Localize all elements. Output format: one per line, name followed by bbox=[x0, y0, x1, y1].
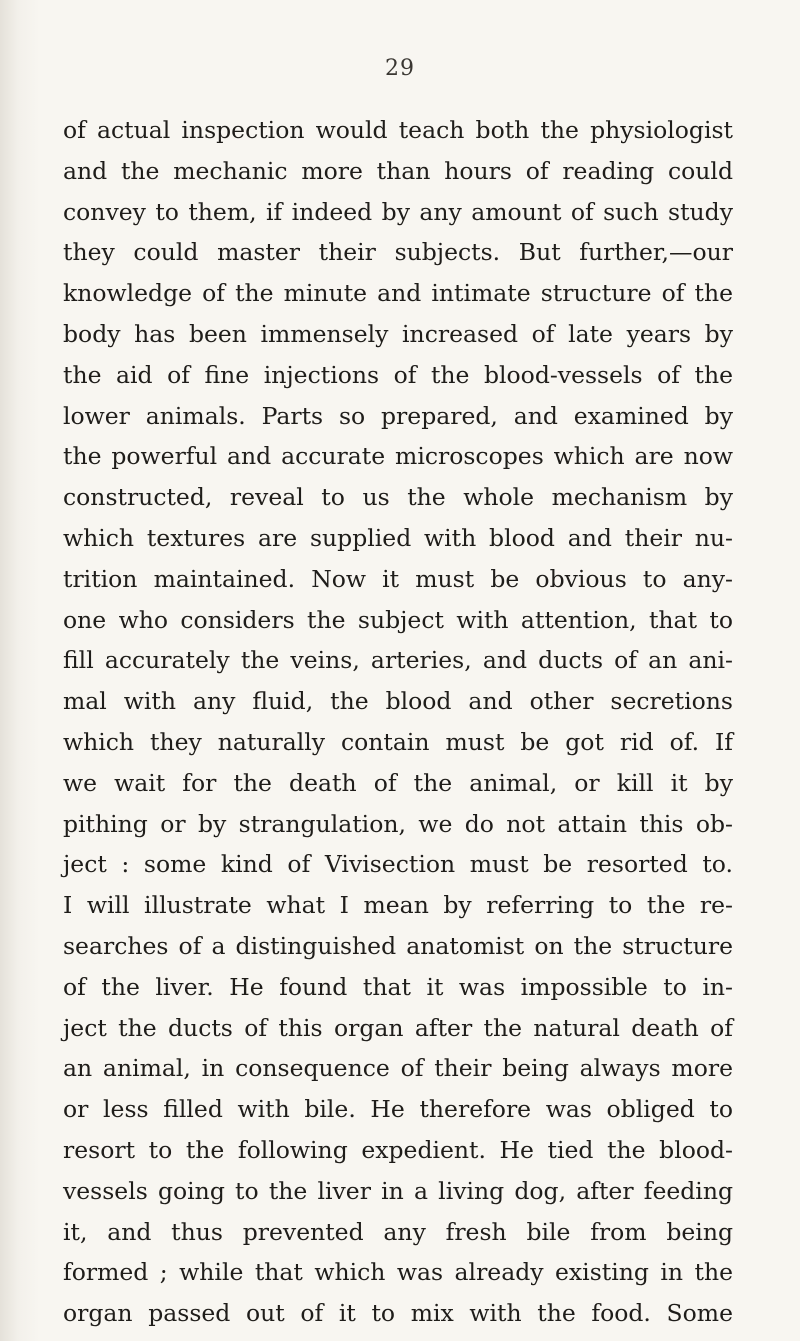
text-line: convey to them, if indeed by any amount of such study bbox=[63, 197, 733, 226]
text-line: which textures are supplied with blood and their nu- bbox=[63, 523, 733, 552]
text-line: resort to the following expedient. He tied the blood- bbox=[63, 1135, 733, 1164]
text-line: which they naturally contain must be got rid of. If bbox=[63, 727, 733, 756]
text-line: formed ; while that which was already existing in the bbox=[63, 1258, 733, 1287]
text-line: an animal, in consequence of their being always more bbox=[63, 1054, 733, 1083]
text-line: ject the ducts of this organ after the natural death of bbox=[63, 1013, 733, 1042]
text-line: of the liver. He found that it was impossible to in- bbox=[63, 972, 733, 1001]
text-line: fill accurately the veins, arteries, and ducts of an ani- bbox=[63, 646, 733, 675]
text-line: lower animals. Parts so prepared, and examined by bbox=[63, 401, 733, 430]
text-line: mal with any fluid, the blood and other secretions bbox=[63, 687, 733, 716]
text-line: of actual inspection would teach both the physiologist bbox=[63, 116, 733, 144]
text-line: pithing or by strangulation, we do not attain this ob- bbox=[63, 809, 733, 838]
text-line: searches of a distinguished anatomist on the structure bbox=[63, 931, 733, 960]
text-line: it, and thus prevented any fresh bile from being bbox=[63, 1217, 733, 1246]
text-line: knowledge of the minute and intimate structure of the bbox=[63, 279, 733, 308]
text-line: and the mechanic more than hours of reading could bbox=[63, 156, 733, 185]
text-line: the aid of fine injections of the blood-vessels of the bbox=[63, 360, 733, 389]
text-line: constructed, reveal to us the whole mechanism by bbox=[63, 483, 733, 512]
text-line: one who considers the subject with attention, that to bbox=[63, 605, 733, 634]
text-line: they could master their subjects. But further,—our bbox=[63, 238, 733, 267]
text-line: organ passed out of it to mix with the food. Some bbox=[63, 1299, 733, 1328]
text-line: I will illustrate what I mean by referring to the re- bbox=[63, 891, 733, 920]
text-line: vessels going to the liver in a living dog, after feeding bbox=[63, 1176, 733, 1205]
page-number: 29 bbox=[385, 56, 415, 81]
text-line: ject : some kind of Vivisection must be resorted to. bbox=[63, 850, 733, 879]
text-line: trition maintained. Now it must be obvious to any- bbox=[63, 564, 733, 593]
text-line: body has been immensely increased of late years by bbox=[63, 319, 733, 348]
text-line: the powerful and accurate microscopes which are now bbox=[63, 442, 733, 471]
text-line: we wait for the death of the animal, or kill it by bbox=[63, 768, 733, 797]
text-line: or less filled with bile. He therefore was obliged to bbox=[63, 1095, 733, 1124]
body-text bbox=[63, 110, 733, 1334]
